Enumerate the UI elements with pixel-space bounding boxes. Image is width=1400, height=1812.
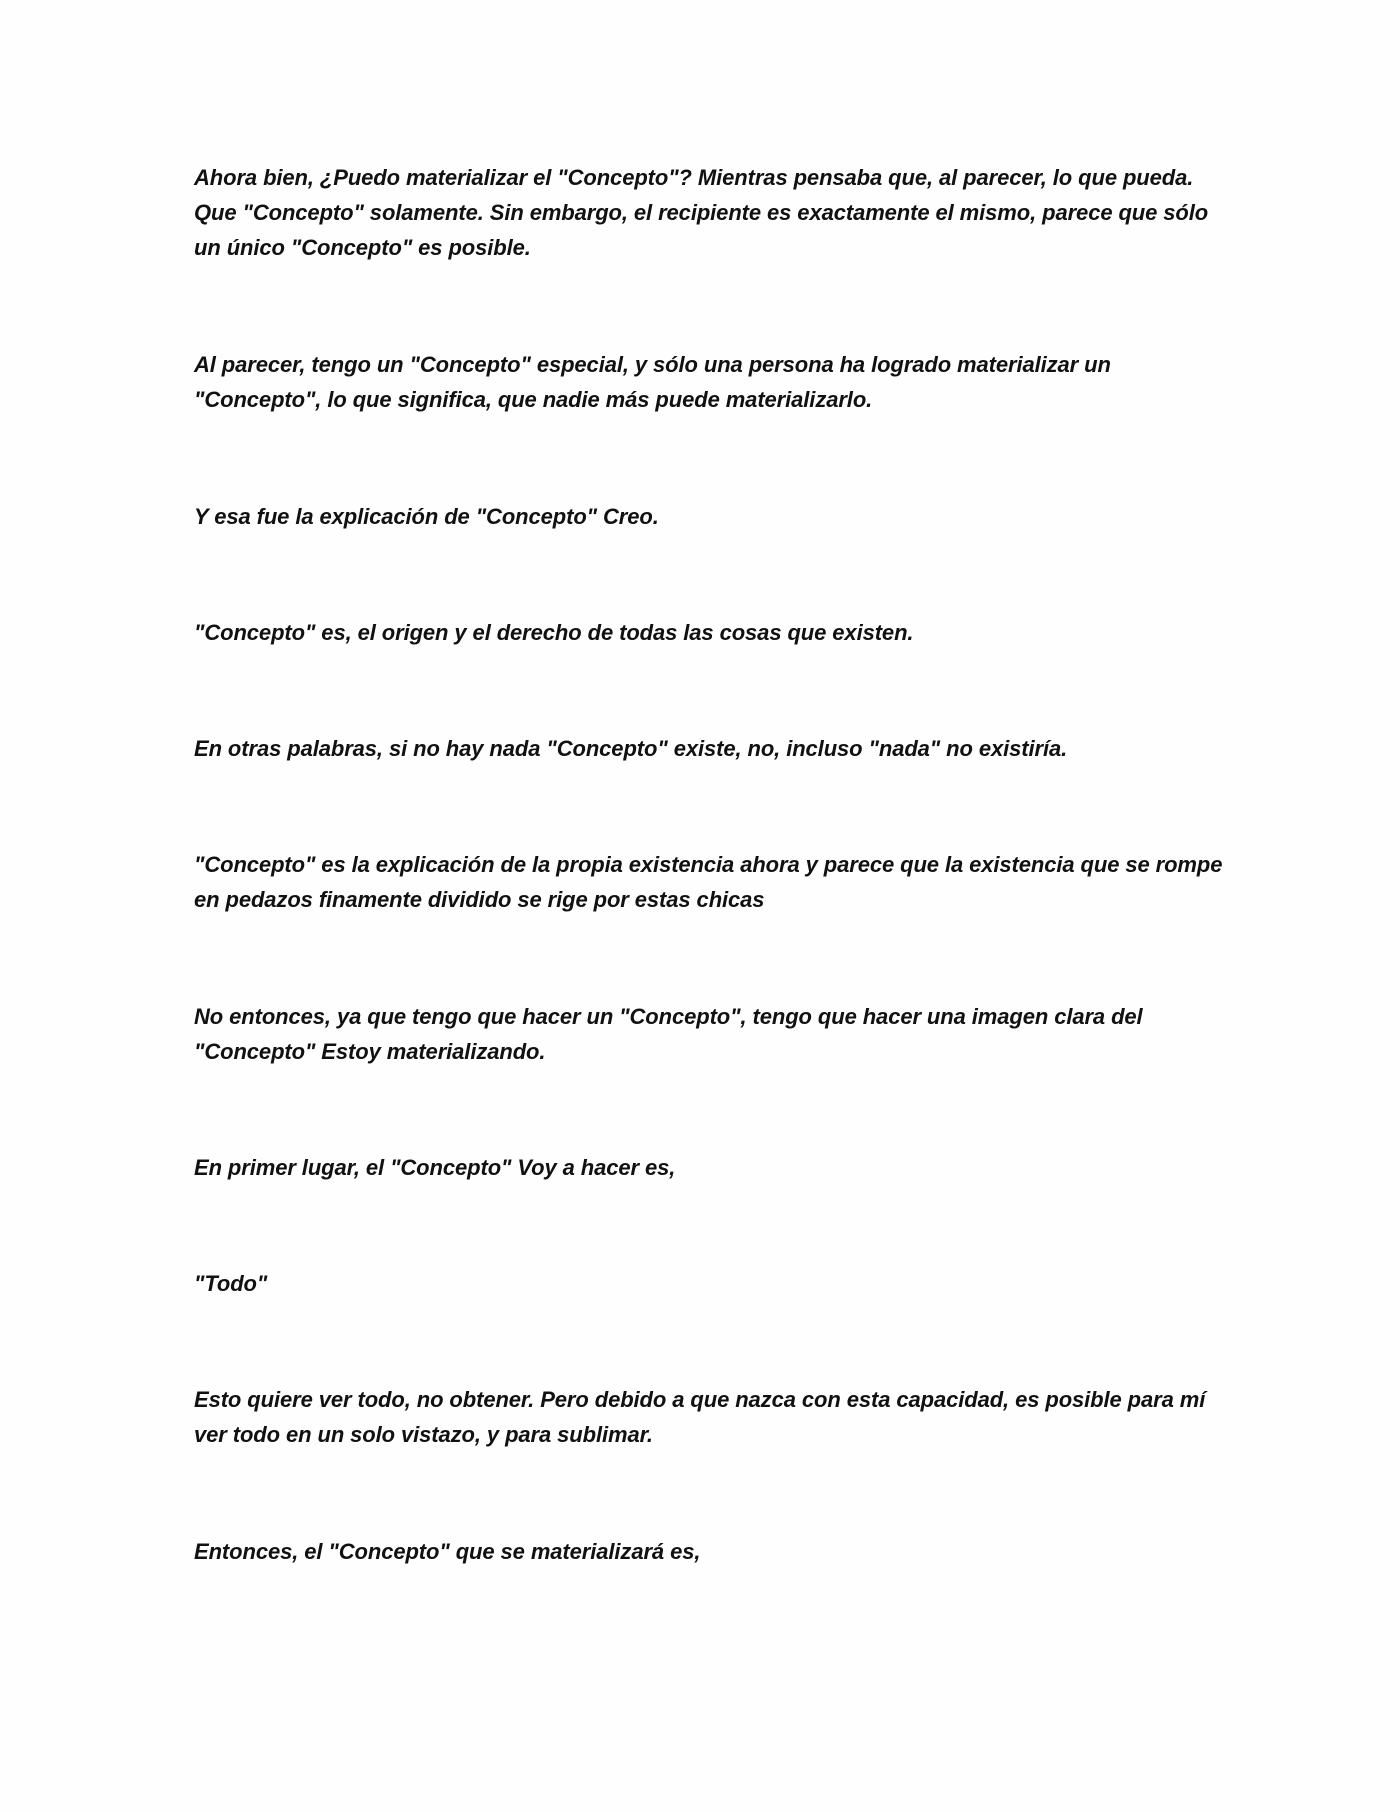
paragraph-7: No entonces, ya que tengo que hacer un "Concepto", tengo que hacer una imagen clara del "Concepto" Estoy materializando. xyxy=(194,1004,1143,1064)
paragraph-11: Entonces, el "Concepto" que se materializará es, xyxy=(194,1539,701,1564)
paragraph-4: "Concepto" es, el origen y el derecho de todas las cosas que existen. xyxy=(194,620,914,645)
paragraph-2: Al parecer, tengo un "Concepto" especial, y sólo una persona ha logrado materializar un "Concepto", lo que significa, que nadie más puede materializarlo. xyxy=(194,352,1111,412)
paragraph-3: Y esa fue la explicación de "Concepto" Creo. xyxy=(194,504,659,529)
paragraph-1: Ahora bien, ¿Puedo materializar el "Concepto"? Mientras pensaba que, al parecer, lo que pueda. Que "Concepto" solamente. Sin embargo, el recipiente es exactamente el mismo, parece que sólo un único "Concepto" es posible. xyxy=(194,165,1209,260)
paragraph-6: "Concepto" es la explicación de la propia existencia ahora y parece que la existencia que se rompe en pedazos finamente dividido se rige por estas chicas xyxy=(194,852,1223,912)
paragraph-8: En primer lugar, el "Concepto" Voy a hacer es, xyxy=(194,1155,676,1180)
paragraph-10: Esto quiere ver todo, no obtener. Pero debido a que nazca con esta capacidad, es posible para mí ver todo en un solo vistazo, y para sublimar. xyxy=(194,1387,1206,1447)
paragraph-5: En otras palabras, si no hay nada "Concepto" existe, no, incluso "nada" no existiría. xyxy=(194,736,1068,761)
paragraph-9: "Todo" xyxy=(194,1271,268,1296)
